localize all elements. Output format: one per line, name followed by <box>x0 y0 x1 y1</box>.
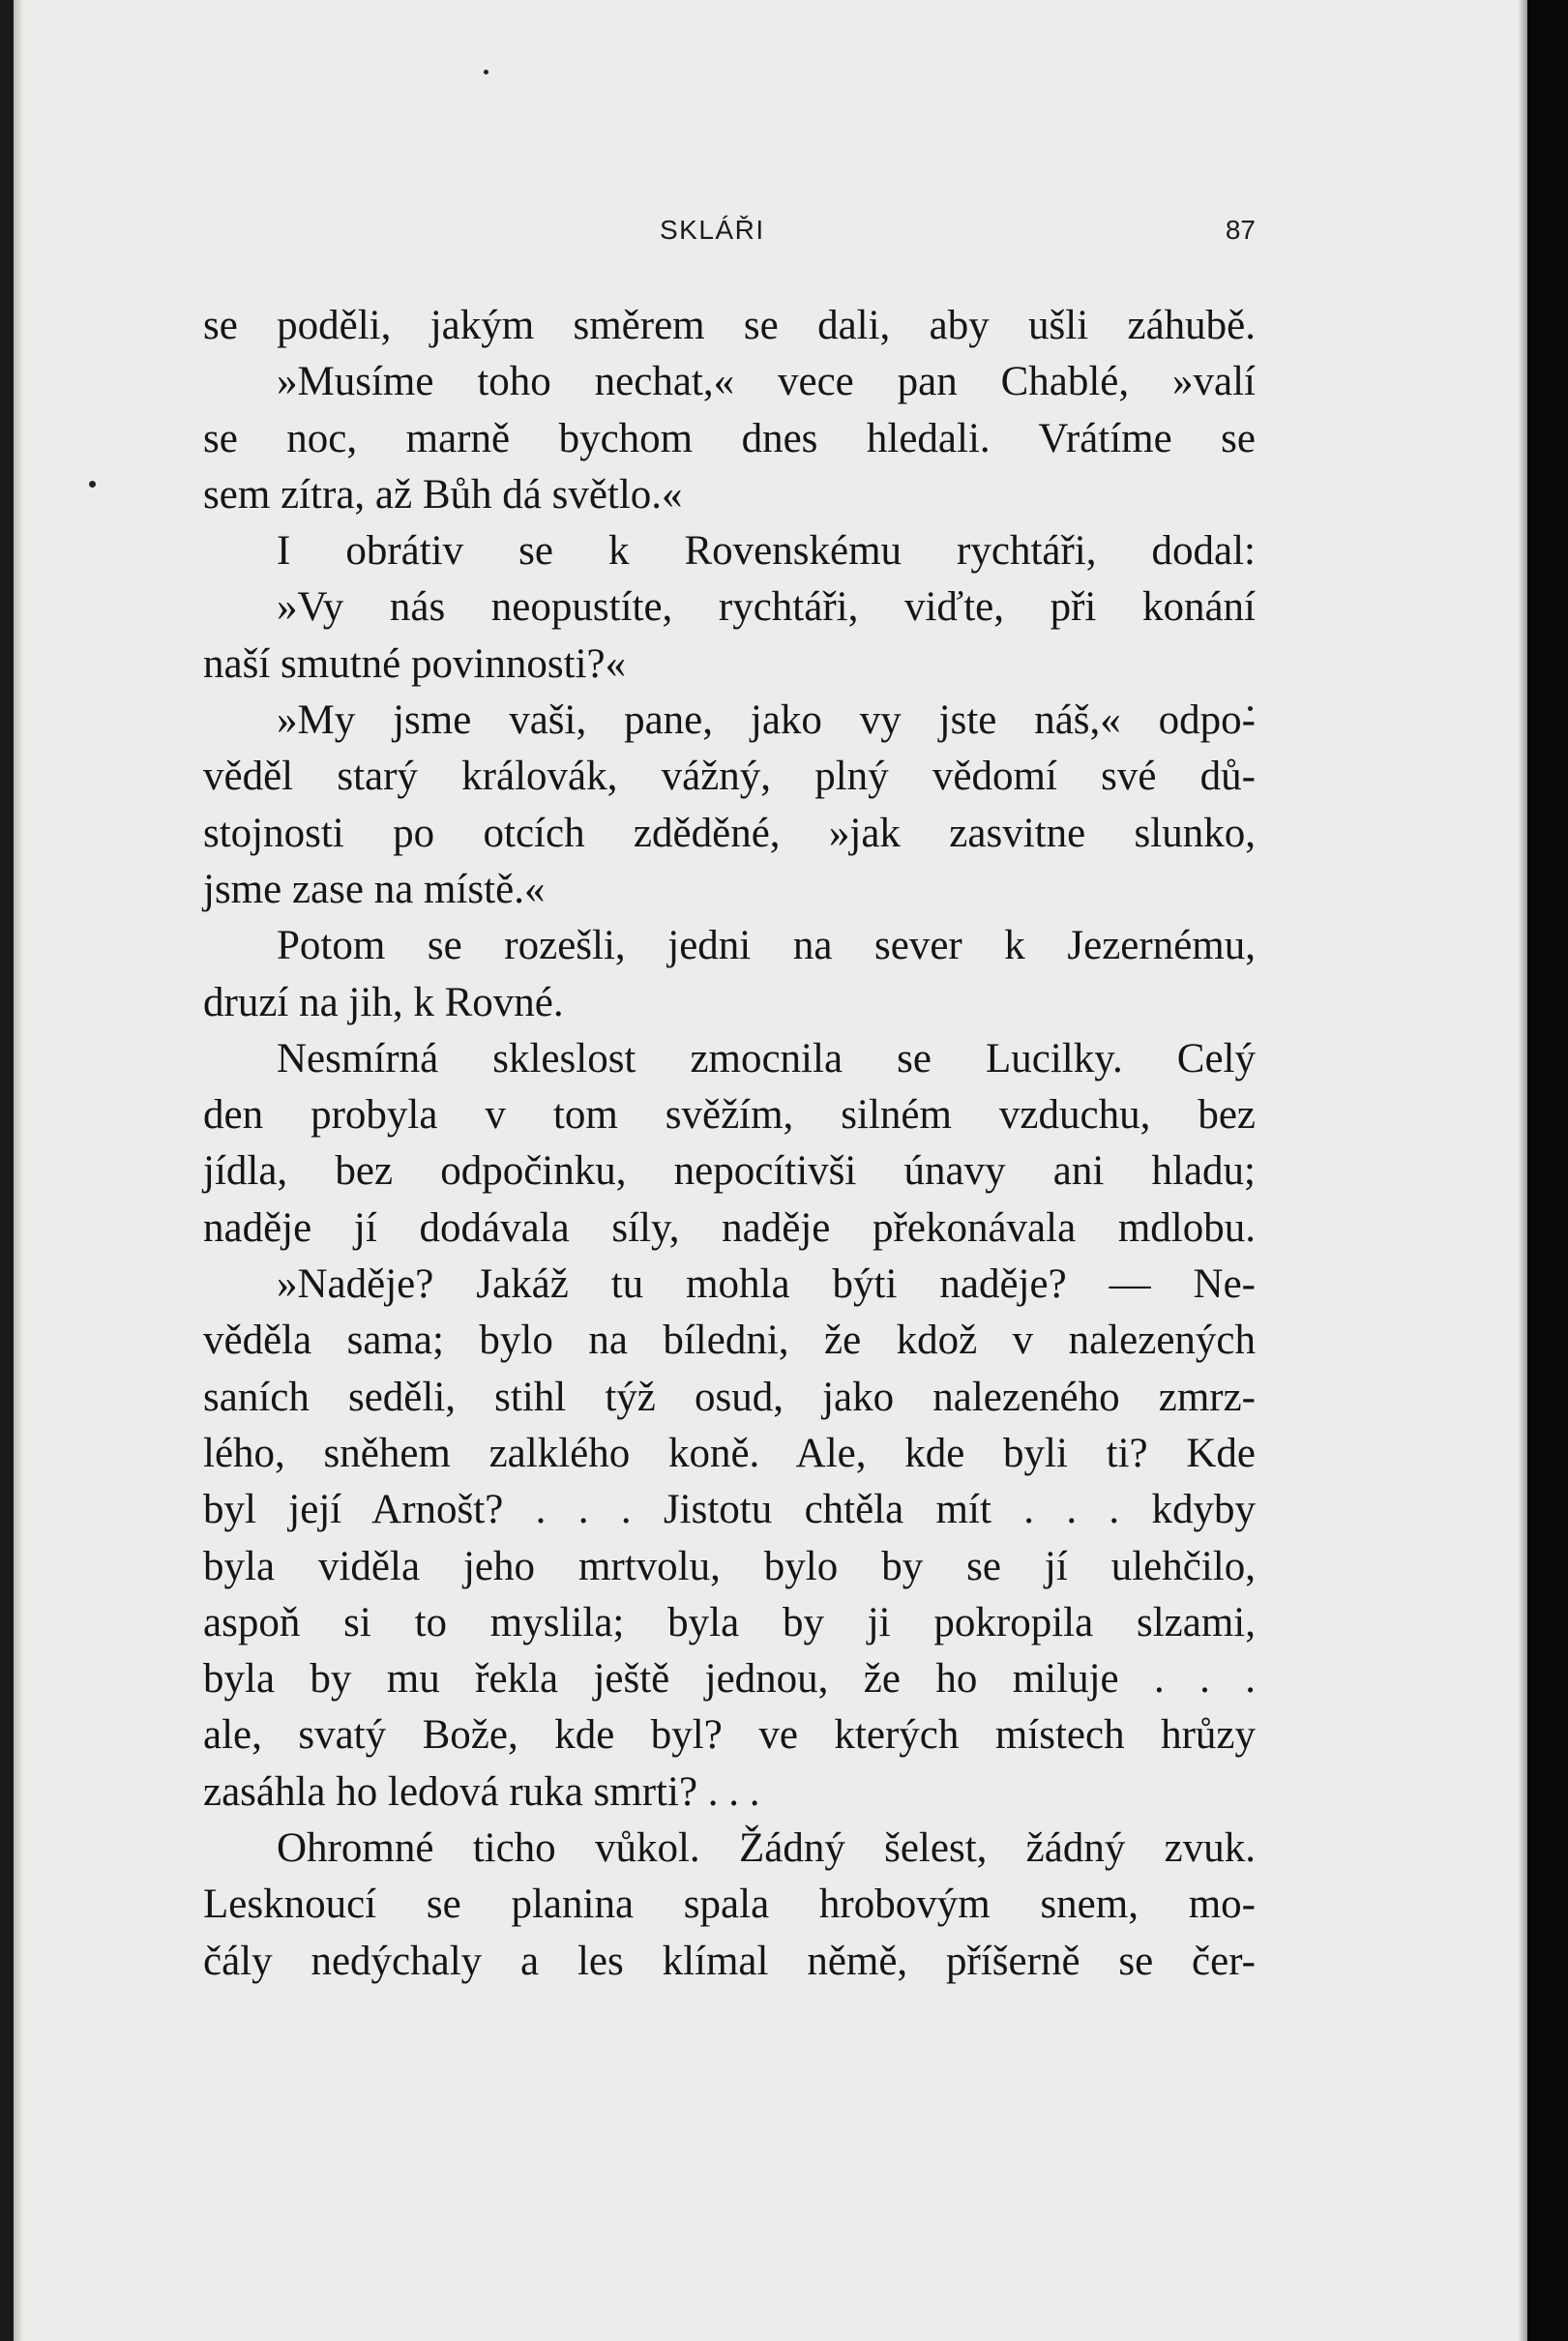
text-line: Nesmírná skleslost zmocnila se Lucilky. Celý <box>277 1035 1256 1082</box>
text-line: »Naděje? Jakáž tu mohla býti naděje? — Ne- <box>277 1261 1256 1308</box>
text-line: I obrátiv se k Rovenskému rychtáři, dodal: <box>277 528 1256 575</box>
scan-speck <box>484 70 488 74</box>
text-line: druzí na jih, k Rovné. <box>203 979 564 1025</box>
text-line: jsme zase na místě.« <box>203 866 546 912</box>
text-line: »Vy nás neopustíte, rychtáři, viďte, při konání <box>277 584 1256 631</box>
text-line: se noc, marně bychom dnes hledali. Vrátíme se <box>203 415 1256 461</box>
text-line: Ohromné ticho vůkol. Žádný šelest, žádný zvuk. <box>277 1825 1256 1872</box>
text-line: byl její Arnošt? . . . Jistotu chtěla mít . . . kdyby <box>203 1487 1256 1533</box>
text-line: byla viděla jeho mrtvolu, bylo by se jí ulehčilo, <box>203 1543 1256 1589</box>
text-line: »Musíme toho nechat,« vece pan Chablé, »valí <box>277 359 1256 405</box>
text-line: Potom se rozešli, jedni na sever k Jezernému, <box>277 923 1256 969</box>
text-line: Lesknoucí se planina spala hrobovým snem, mo- <box>203 1882 1256 1928</box>
text-line: naděje jí dodávala síly, naděje překonávala mdlobu. <box>203 1204 1256 1251</box>
text-line: ale, svatý Bože, kde byl? ve kterých místech hrůzy <box>203 1712 1256 1759</box>
scan-left-edge <box>0 0 14 2341</box>
text-line: stojnosti po otcích zděděné, »jak zasvitne slunko, <box>203 810 1256 856</box>
text-line: sem zítra, až Bůh dá světlo.« <box>203 471 683 518</box>
scan-right-edge <box>1527 0 1568 2341</box>
text-line: čály nedýchaly a les klímal němě, příšerně se čer- <box>203 1938 1256 1984</box>
running-header <box>205 215 1256 257</box>
page-number: 87 <box>1225 215 1256 245</box>
text-line: aspoň si to myslila; byla by ji pokropila slzami, <box>203 1599 1256 1645</box>
text-line: den probyla v tom svěžím, silném vzduchu, bez <box>203 1092 1256 1139</box>
text-line: věděla sama; bylo na bíledni, že kdož v nalezených <box>203 1318 1256 1364</box>
scan-speck <box>89 481 96 488</box>
text-line: naší smutné povinnosti?« <box>203 640 627 687</box>
text-line: zasáhla ho ledová ruka smrti? . . . <box>203 1768 760 1815</box>
text-line: »My jsme vaši, pane, jako vy jste náš,« odpo- <box>277 697 1256 744</box>
running-title: SKLÁŘI <box>660 215 765 245</box>
text-line: věděl starý královák, vážný, plný vědomí své dů- <box>203 754 1256 800</box>
text-line: se poděli, jakým směrem se dali, aby ušli záhubě. <box>203 303 1256 348</box>
text-line: lého, sněhem zalklého koně. Ale, kde byli ti? Kde <box>203 1430 1256 1476</box>
text-line: jídla, bez odpočinku, nepocítivši únavy ani hladu; <box>203 1148 1256 1195</box>
text-line: byla by mu řekla ještě jednou, že ho miluje . . . <box>203 1656 1256 1703</box>
text-line: saních seděli, stihl týž osud, jako nalezeného zmrz- <box>203 1374 1256 1420</box>
scan-left-shadow <box>14 0 23 2341</box>
scan-right-shadow <box>1518 0 1527 2341</box>
body-text <box>203 298 1256 1990</box>
